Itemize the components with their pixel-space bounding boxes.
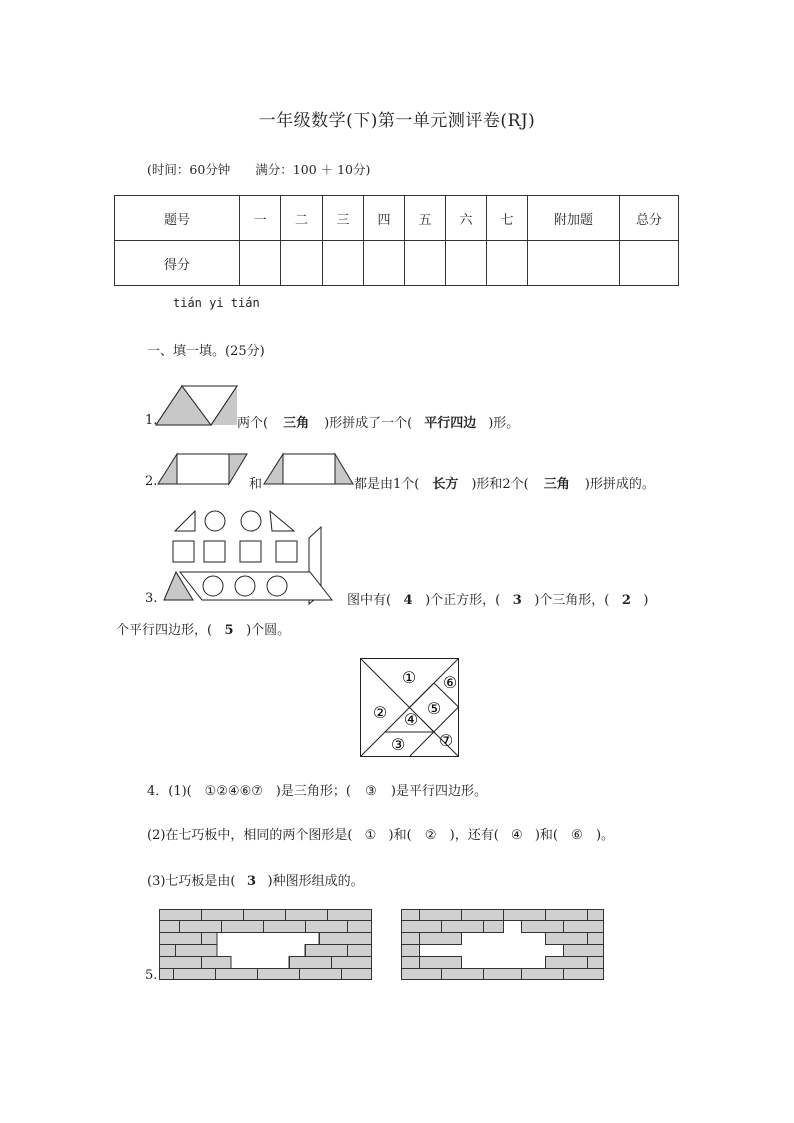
- answer: ①: [364, 828, 377, 843]
- score-cell[interactable]: [620, 241, 679, 286]
- tangram-label: ③: [390, 735, 406, 754]
- score-cell[interactable]: [405, 241, 446, 286]
- tangram-label: ②: [372, 703, 388, 722]
- pinyin-annotation: tián yi tián: [173, 296, 260, 310]
- exam-meta: (时间：60分钟 满分：100 ＋ 10分): [147, 162, 371, 177]
- answer: 三角: [283, 416, 310, 431]
- trapezoid-figure-1: [157, 453, 249, 485]
- score-cell[interactable]: [364, 241, 405, 286]
- answer: 3: [246, 874, 257, 889]
- tangram-label: ④: [403, 710, 419, 729]
- tangram-label: ⑦: [438, 731, 454, 750]
- q2-number: 2.: [145, 474, 158, 489]
- score-header: 一: [240, 196, 281, 241]
- brick-wall-figure-1: [159, 909, 373, 981]
- q3-line1: 图中有( 4 )个正方形，( 3 )个三角形，( 2 ): [347, 593, 649, 608]
- answer: 长方: [432, 477, 459, 492]
- score-header: 七: [487, 196, 528, 241]
- tangram-label: ⑥: [442, 673, 458, 692]
- score-header: 题号: [115, 196, 240, 241]
- answer: ⑥: [571, 828, 583, 843]
- q5-number: 5.: [145, 968, 158, 983]
- q4-line2: (2)在七巧板中，相同的两个图形是( ① )和( ② )，还有( ④ )和( ⑥ )。: [147, 828, 615, 843]
- q1-line: 两个( 三角 )形拼成了一个( 平行四边 )形。: [237, 412, 519, 431]
- q4-line3: (3)七巧板是由( 3 )种图形组成的。: [147, 874, 364, 889]
- answer: ④: [510, 828, 523, 843]
- answer: 3: [512, 593, 522, 608]
- answer: 2: [621, 593, 631, 608]
- score-cell[interactable]: [487, 241, 528, 286]
- page-title: 一年级数学(下)第一单元测评卷(RJ): [258, 111, 536, 131]
- q3-line2: 个平行四边形，( 5 )个圆。: [116, 623, 291, 638]
- score-cell[interactable]: [323, 241, 364, 286]
- tangram-label: ⑤: [426, 699, 442, 718]
- answer: 平行四边: [424, 416, 477, 431]
- q2-and: 和: [249, 477, 263, 492]
- answer: ③: [365, 784, 377, 799]
- tangram-label: ①: [401, 668, 417, 687]
- brick-wall-figure-2: [401, 909, 605, 981]
- score-cell[interactable]: [446, 241, 487, 286]
- score-cell[interactable]: [528, 241, 620, 286]
- score-header: 六: [446, 196, 487, 241]
- score-header: 三: [323, 196, 364, 241]
- score-header: 附加题: [528, 196, 620, 241]
- score-header: 四: [364, 196, 405, 241]
- score-cell[interactable]: [240, 241, 281, 286]
- score-header: 二: [281, 196, 323, 241]
- q3-number: 3.: [145, 591, 158, 606]
- section-heading: 一、填一填。(25分): [147, 344, 265, 359]
- score-row-label: 得分: [115, 241, 240, 286]
- q1-number: 1.: [145, 413, 158, 428]
- trapezoid-figure-2: [263, 453, 355, 485]
- score-header: 五: [405, 196, 446, 241]
- score-table: [114, 195, 679, 286]
- answer: 4: [403, 593, 413, 608]
- answer: 三角: [543, 477, 570, 492]
- answer: ②: [424, 828, 437, 843]
- answer: ①②④⑥⑦: [204, 784, 263, 799]
- score-header: 总分: [620, 196, 679, 241]
- score-cell[interactable]: [281, 241, 323, 286]
- tangram-figure: [360, 658, 460, 758]
- parallelogram-figure: [155, 385, 240, 427]
- q4-line1: 4．(1)( ①②④⑥⑦ )是三角形；( ③ )是平行四边形。: [147, 784, 487, 799]
- q2-line: 都是由1个( 长方 )形和2个( 三角 )形拼成的。: [354, 473, 655, 492]
- shapes-train-figure: [160, 508, 335, 604]
- answer: 5: [224, 623, 234, 638]
